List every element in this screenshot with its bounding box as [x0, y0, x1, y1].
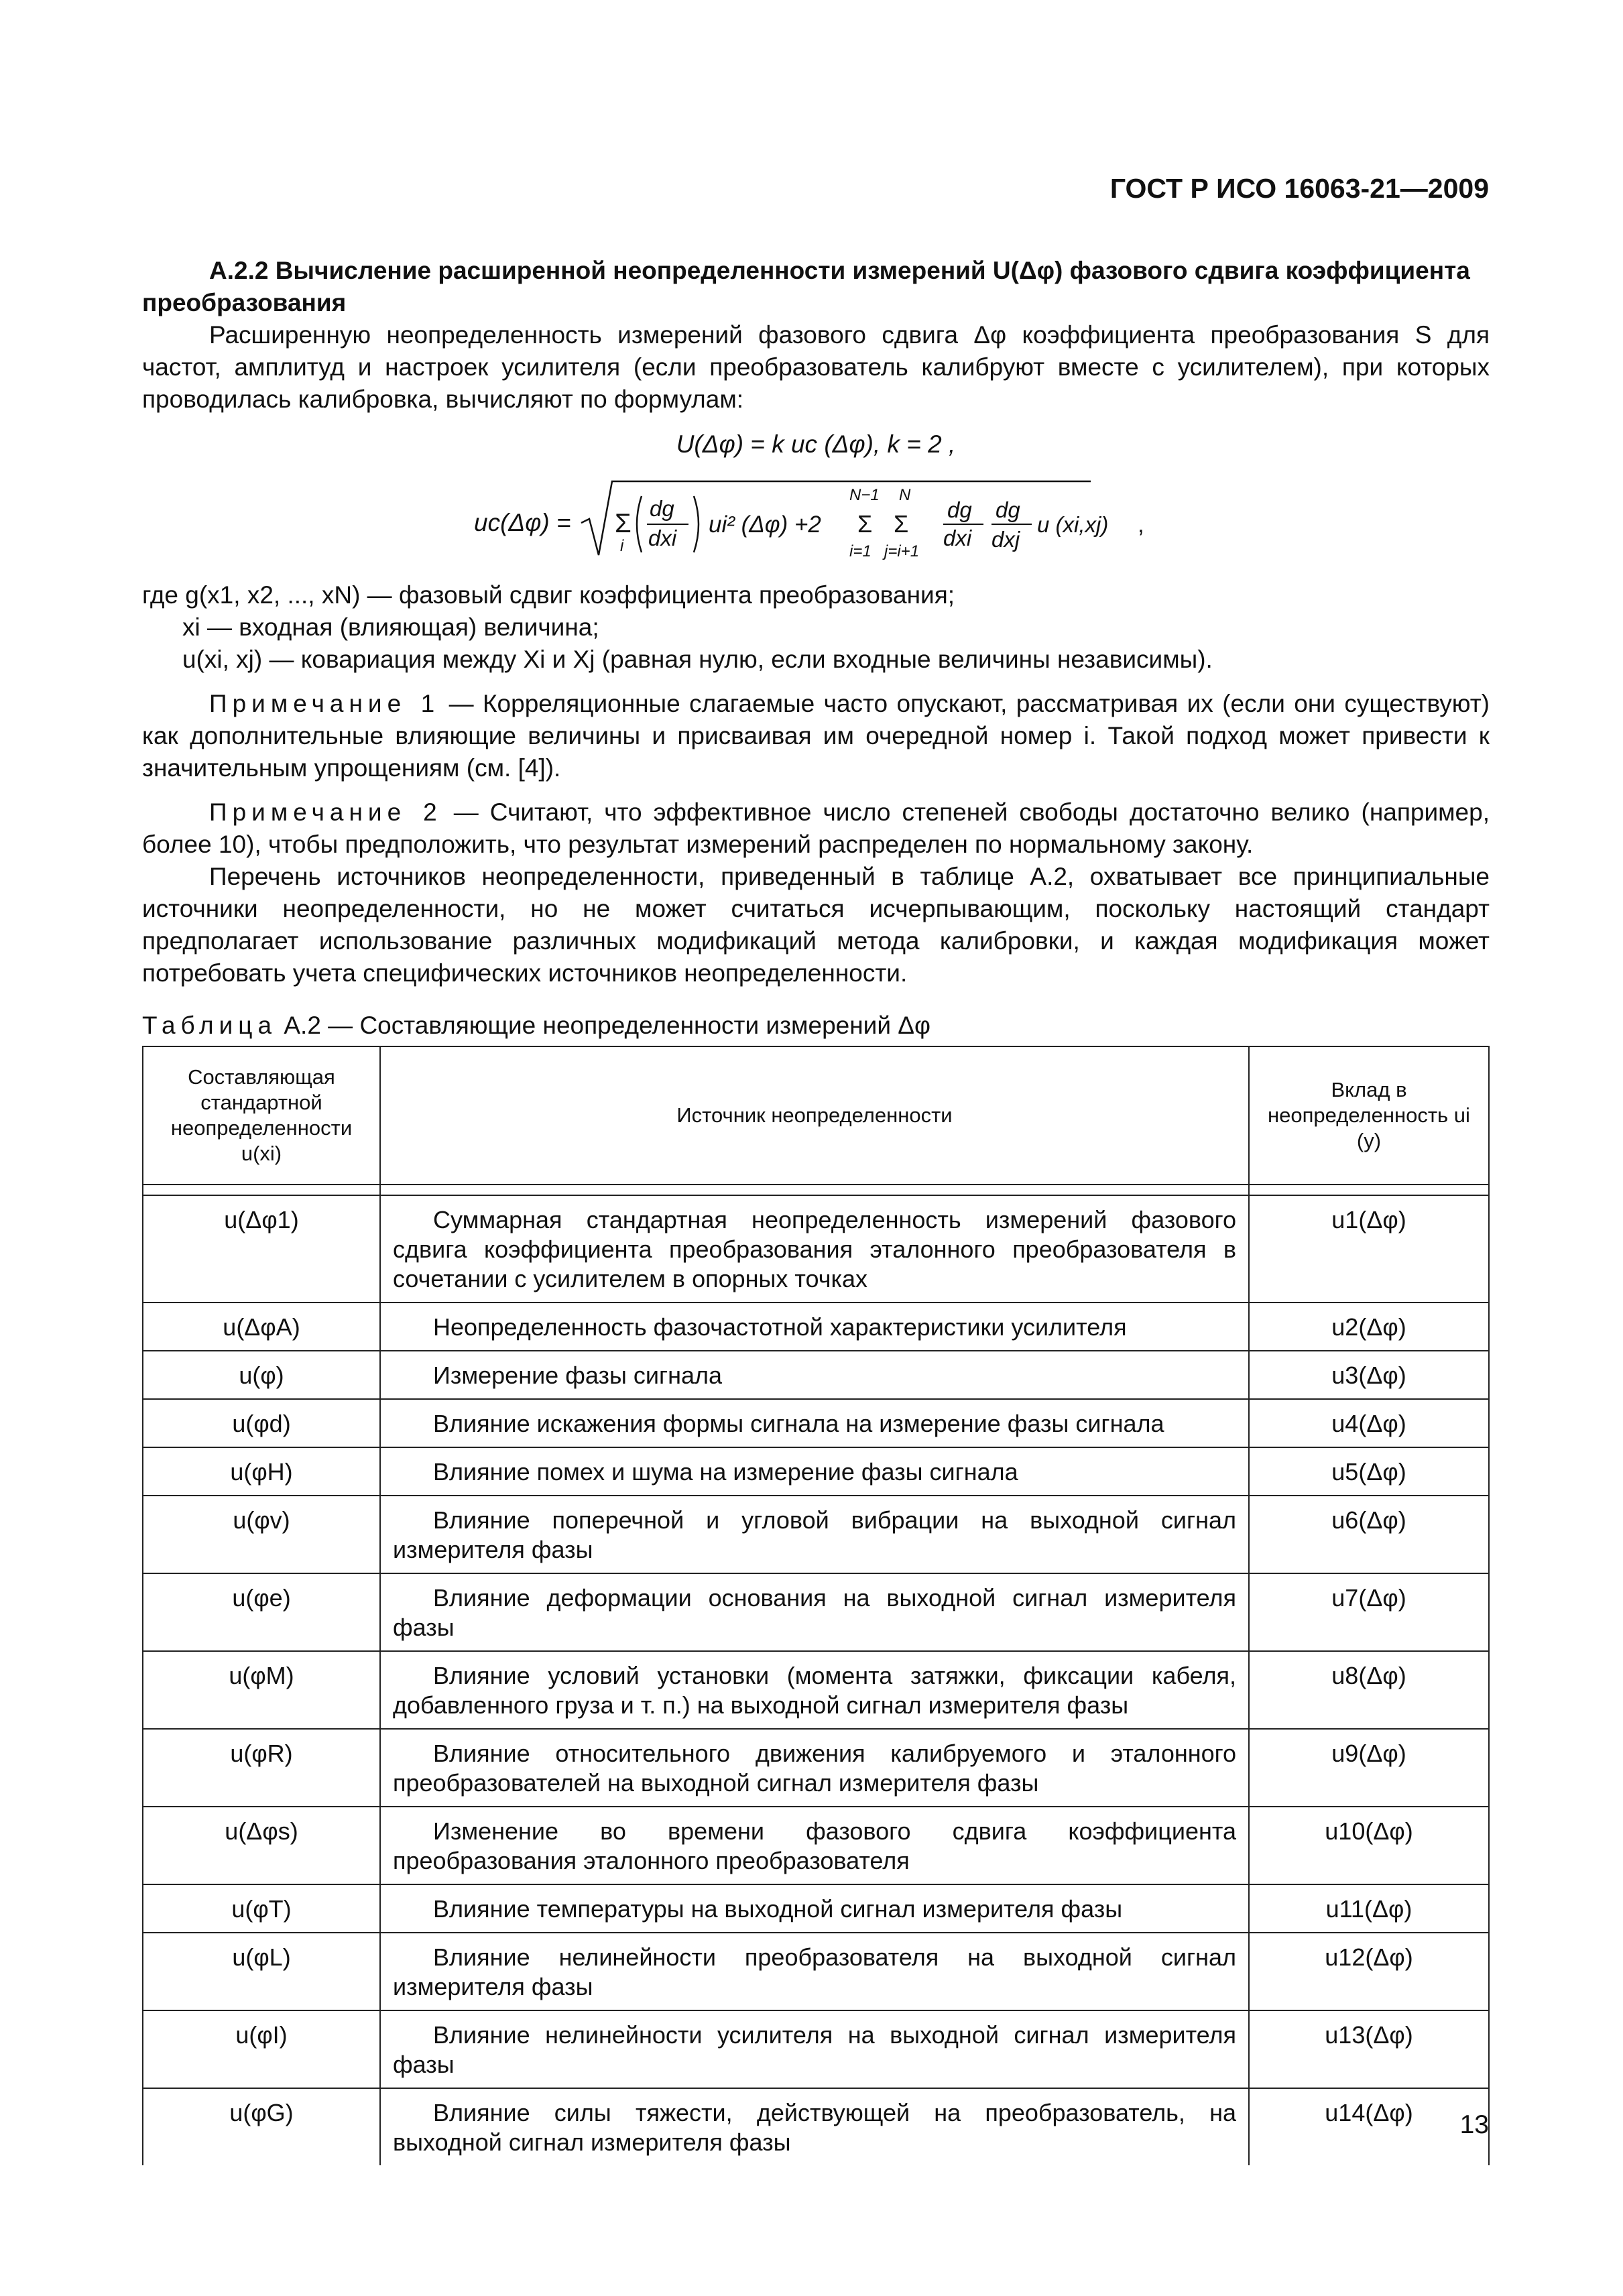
standard-designation: ГОСТ Р ИСО 16063-21—2009 — [1109, 173, 1489, 204]
cell-component: u(φM) — [143, 1651, 380, 1729]
note-1-tag: Примечание 1 — [209, 690, 440, 717]
table-caption-tag: Таблица — [142, 1012, 278, 1039]
covariance: u (xi,xj) — [1037, 512, 1109, 537]
cell-contribution: u4(Δφ) — [1249, 1399, 1489, 1447]
page-number: 13 — [1459, 2110, 1489, 2139]
table-row — [143, 2010, 1489, 2088]
sources-paragraph: Перечень источников неопределенности, приведенный в таблице А.2, охватывает все принципиальные источники неопределенности, но не может считаться исчерпывающим, поскольку настоящий стандарт предполагает использование различных модификаций метода калибровки, и каждая модификация может потребовать учета специфических источников неопределенности. — [142, 863, 1490, 987]
deriv-den-j: dxj — [991, 527, 1020, 552]
formula-expanded-uncertainty — [142, 430, 1490, 459]
sum-lower-2: j=i+1 — [884, 542, 920, 560]
cell-component: u(φv) — [143, 1496, 380, 1573]
table-header-spacer — [143, 1185, 1489, 1195]
deriv-num-2: dg — [947, 497, 972, 522]
deriv-den: dxi — [648, 526, 677, 550]
definition-g: где g(x1, x2, ..., xN) — фазовый сдвиг коэффициента преобразования; — [142, 581, 955, 609]
formula-trail: , — [1138, 511, 1144, 538]
cell-source: Влияние относительного движения калибруемого и эталонного преобразователей на выходной сигнал измерителя фазы — [380, 1729, 1249, 1807]
cell-source: Измерение фазы сигнала — [380, 1351, 1249, 1399]
note-2-tag: Примечание 2 — [209, 798, 442, 826]
cell-contribution: u7(Δφ) — [1249, 1573, 1489, 1651]
cell-component: u(ΔφA) — [143, 1303, 380, 1351]
sum-upper-1: N−1 — [849, 486, 880, 504]
cell-component: u(φG) — [143, 2088, 380, 2165]
definition-covariance: u(xi, xj) — ковариация между Xi и Xj (равная нулю, если входные величины независимы). — [182, 646, 1213, 673]
cell-component: u(φR) — [143, 1729, 380, 1807]
cell-source: Влияние нелинейности усилителя на выходной сигнал измерителя фазы — [380, 2010, 1249, 2088]
table-header-row — [143, 1046, 1489, 1185]
cell-component: u(φL) — [143, 1933, 380, 2010]
cell-component: u(Δφs) — [143, 1807, 380, 1884]
cell-component: u(φI) — [143, 2010, 380, 2088]
cell-component: u(φ) — [143, 1351, 380, 1399]
section-title: А.2.2 Вычисление расширенной неопределенности измерений U(Δφ) фазового сдвига коэффициента преобразования — [142, 257, 1470, 316]
table-row — [143, 1807, 1489, 1884]
cell-source: Влияние искажения формы сигнала на измерение фазы сигнала — [380, 1399, 1249, 1447]
sum-1: Σ — [857, 510, 873, 538]
formula-2-graphic — [474, 476, 1158, 563]
cell-contribution: u1(Δφ) — [1249, 1195, 1489, 1303]
table-row — [143, 1651, 1489, 1729]
header-component: Составляющая стандартной неопределенности u(xi) — [143, 1046, 380, 1185]
definitions — [142, 579, 1490, 676]
formula-lhs: uc(Δφ) = — [474, 509, 571, 536]
table-caption-text: А.2 — Составляющие неопределенности измерений Δφ — [277, 1012, 930, 1039]
table-row — [143, 1195, 1489, 1303]
table-row — [143, 1573, 1489, 1651]
cell-source: Суммарная стандартная неопределенность измерений фазового сдвига коэффициента преобразования эталонного преобразователя в сочетании с усилителем в опорных точках — [380, 1195, 1249, 1303]
cell-source: Влияние деформации основания на выходной сигнал измерителя фазы — [380, 1573, 1249, 1651]
deriv-num: dg — [650, 496, 674, 521]
table-caption — [142, 1010, 1490, 1042]
note-1-text: — Корреляционные слагаемые часто опускают, рассматривая их (если они существуют) как дополнительные влияющие величины и присваивая им очередной номер i. Такой подход может привести к значительным упрощениям (см. [4]). — [142, 690, 1490, 782]
uncertainty-table — [142, 1046, 1490, 2165]
header-source: Источник неопределенности — [380, 1046, 1249, 1185]
definition-xi: xi — входная (влияющая) величина; — [182, 613, 599, 641]
table-body — [143, 1195, 1489, 2165]
cell-source: Влияние силы тяжести, действующей на преобразователь, на выходной сигнал измерителя фазы — [380, 2088, 1249, 2165]
intro-paragraph: Расширенную неопределенность измерений фазового сдвига Δφ коэффициента преобразования S для частот, амплитуд и настроек усилителя (если преобразователь калибруют вместе с усилителем), при которых проводилась калибровка, вычисляют по формулам: — [142, 321, 1490, 413]
cell-contribution: u14(Δφ) — [1249, 2088, 1489, 2165]
cell-contribution: u12(Δφ) — [1249, 1933, 1489, 2010]
cell-source: Влияние нелинейности преобразователя на выходной сигнал измерителя фазы — [380, 1933, 1249, 2010]
cell-contribution: u8(Δφ) — [1249, 1651, 1489, 1729]
cell-source: Влияние условий установки (момента затяжки, фиксации кабеля, добавленного груза и т. п.) на выходной сигнал измерителя фазы — [380, 1651, 1249, 1729]
cell-component: u(φd) — [143, 1399, 380, 1447]
deriv-den-i: dxi — [943, 526, 972, 550]
header-contribution: Вклад в неопределенность ui (y) — [1249, 1046, 1489, 1185]
cell-component: u(φe) — [143, 1573, 380, 1651]
term-u: ui² (Δφ) +2 — [709, 511, 821, 538]
sum-lower-1: i=1 — [849, 542, 871, 560]
cell-source: Влияние поперечной и угловой вибрации на выходной сигнал измерителя фазы — [380, 1496, 1249, 1573]
table-row — [143, 1496, 1489, 1573]
note-2 — [142, 796, 1490, 861]
page-body — [142, 154, 1490, 2165]
sum-i: Σ — [615, 509, 632, 538]
paren-right — [694, 496, 699, 552]
cell-source: Неопределенность фазочастотной характеристики усилителя — [380, 1303, 1249, 1351]
table-row — [143, 1303, 1489, 1351]
note-1 — [142, 688, 1490, 784]
table-row — [143, 1351, 1489, 1399]
cell-contribution: u6(Δφ) — [1249, 1496, 1489, 1573]
cell-contribution: u3(Δφ) — [1249, 1351, 1489, 1399]
cell-component: u(φH) — [143, 1447, 380, 1496]
cell-source: Влияние температуры на выходной сигнал измерителя фазы — [380, 1884, 1249, 1933]
formula-combined-uncertainty — [142, 476, 1490, 563]
cell-contribution: u5(Δφ) — [1249, 1447, 1489, 1496]
cell-component: u(Δφ1) — [143, 1195, 380, 1303]
sum-2: Σ — [894, 510, 909, 538]
table-row — [143, 2088, 1489, 2165]
table-row — [143, 1933, 1489, 2010]
formula-1-text: U(Δφ) = k uc (Δφ), k = 2 , — [676, 430, 956, 458]
cell-contribution: u10(Δφ) — [1249, 1807, 1489, 1884]
deriv-num-3: dg — [996, 497, 1020, 522]
cell-contribution: u9(Δφ) — [1249, 1729, 1489, 1807]
table-row — [143, 1729, 1489, 1807]
table-row — [143, 1447, 1489, 1496]
table-row — [143, 1399, 1489, 1447]
cell-component: u(φT) — [143, 1884, 380, 1933]
note-2-text: — Считают, что эффективное число степеней свободы достаточно велико (например, более 10), чтобы предположить, что результат измерений распределен по нормальному закону. — [142, 798, 1490, 858]
cell-source: Влияние помех и шума на измерение фазы сигнала — [380, 1447, 1249, 1496]
sum-upper-2: N — [899, 486, 911, 504]
cell-contribution: u2(Δφ) — [1249, 1303, 1489, 1351]
sum-i-index: i — [620, 537, 624, 555]
table-row — [143, 1884, 1489, 1933]
cell-contribution: u13(Δφ) — [1249, 2010, 1489, 2088]
cell-contribution: u11(Δφ) — [1249, 1884, 1489, 1933]
cell-source: Изменение во времени фазового сдвига коэффициента преобразования эталонного преобразователя — [380, 1807, 1249, 1884]
paren-left — [637, 496, 642, 552]
